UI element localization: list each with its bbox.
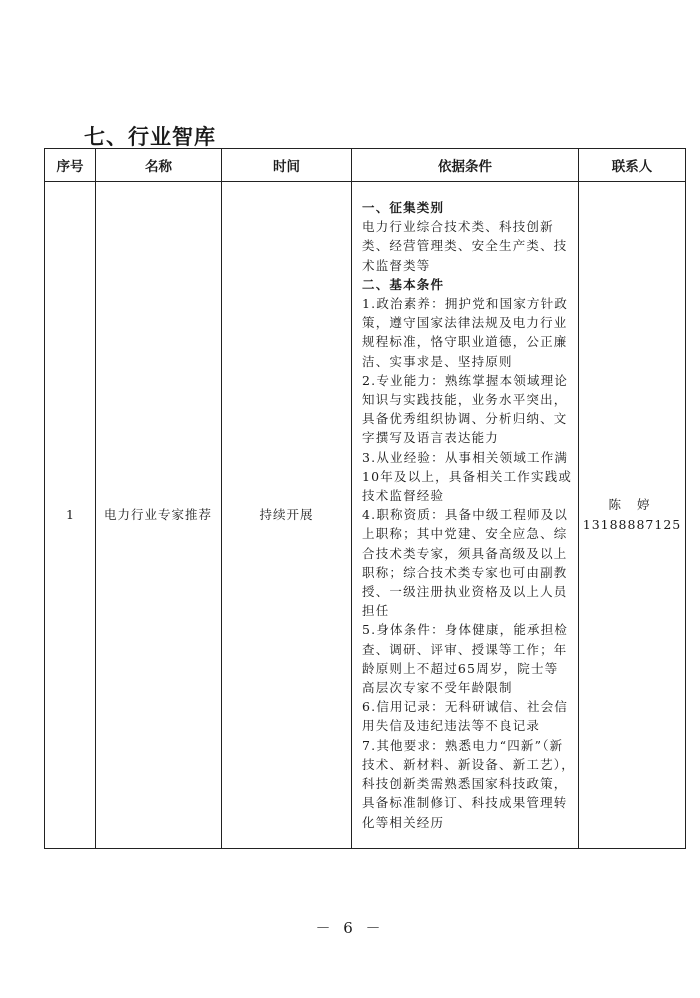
criteria-line: 知识与实践技能，业务水平突出， [362,392,568,408]
criteria-line: 查、调研、评审、授课等工作；年 [362,641,568,657]
criteria-line: 洁、实事求是、坚持原则 [362,353,513,369]
criteria-line: 科技创新类需熟悉国家科技政策， [362,776,568,792]
header-index: 序号 [45,149,96,182]
contact-phone: 13188887125 [582,517,682,532]
page-number: － 6 － [315,919,385,937]
row-index: 1 [45,182,96,849]
header-time: 时间 [222,149,352,182]
header-name: 名称 [96,149,222,182]
criteria-line: 上职称；其中党建、安全应急、综 [362,526,568,542]
table-row [45,182,686,849]
criteria-line: 具备优秀组织协调、分析归纳、文 [362,411,568,427]
header-criteria: 依据条件 [352,149,579,182]
row-contact [579,182,686,849]
criteria-line: 6.信用记录：无科研诚信、社会信 [362,699,569,715]
criteria-line: 一、征集类别 [362,200,445,215]
row-name: 电力行业专家推荐 [96,182,222,849]
contact-name: 陈 婷 [608,497,656,512]
criteria-line: 类、经营管理类、安全生产类、技 [362,238,568,254]
criteria-line: 二、基本条件 [362,276,445,292]
criteria-line: 职称；综合技术类专家也可由副教 [362,564,568,580]
criteria-line: 合技术类专家，须具备高级及以上 [362,545,568,561]
criteria-line: 化等相关经历 [362,814,445,830]
expert-table [44,148,686,849]
criteria-line: 5.身体条件：身体健康，能承担检 [362,622,569,638]
criteria-line: 规程标准，恪守职业道德，公正廉 [362,334,568,350]
criteria-line: 龄原则上不超过65周岁，院士等 [362,660,559,676]
criteria-line: 3.从业经验：从事相关领域工作满 [362,449,569,465]
section-title: 七、行业智库 [84,125,216,149]
header-contact: 联系人 [579,149,686,182]
criteria-line: 术监督类等 [362,257,431,273]
criteria-line: 7.其他要求：熟悉电力“四新”（新 [362,737,564,753]
row-criteria [352,182,579,849]
criteria-line: 担任 [362,603,390,619]
criteria-line: 具备标准制修订、科技成果管理转 [362,795,568,811]
criteria-line: 策，遵守国家法律法规及电力行业 [362,315,568,331]
criteria-line: 2.专业能力：熟练掌握本领域理论 [362,372,569,388]
criteria-line: 4.职称资质：具备中级工程师及以 [362,507,569,523]
criteria-line: 电力行业综合技术类、科技创新 [362,219,554,235]
criteria-line: 10年及以上，具备相关工作实践或 [362,468,573,484]
criteria-line: 授、一级注册执业资格及以上人员 [362,584,568,600]
table-header-row [45,149,686,182]
criteria-line: 技术监督经验 [362,488,445,504]
criteria-line: 技术、新材料、新设备、新工艺）， [362,756,575,772]
criteria-line: 字撰写及语言表达能力 [362,430,500,446]
criteria-line: 用失信及违纪违法等不良记录 [362,718,541,734]
criteria-line: 高层次专家不受年龄限制 [362,680,513,696]
criteria-line: 1.政治素养：拥护党和国家方针政 [362,296,569,312]
row-time: 持续开展 [222,182,352,849]
